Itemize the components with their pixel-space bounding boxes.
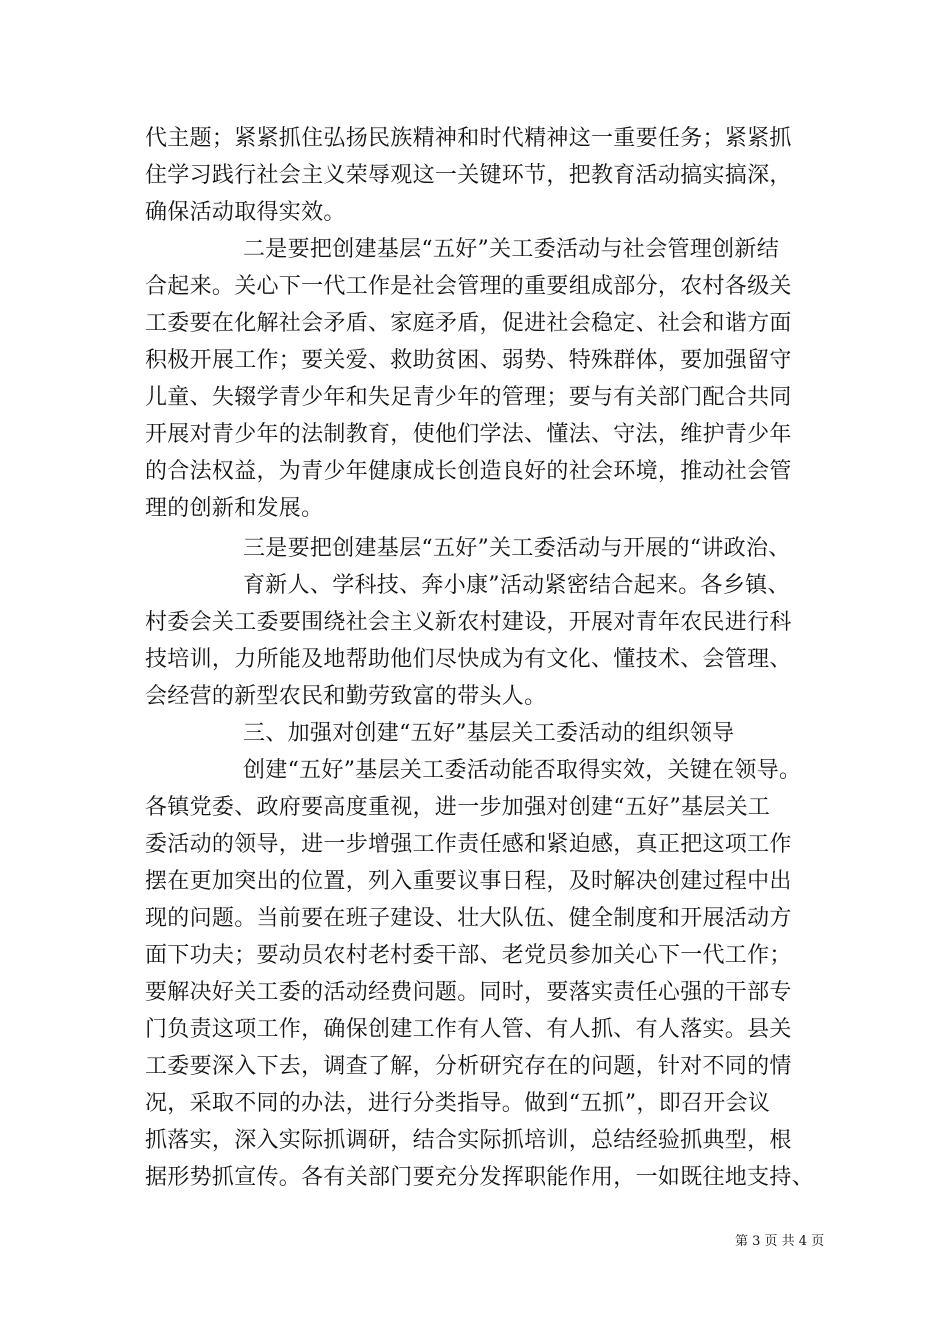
text-line: 据形势抓宣传。各有关部门要充分发挥职能作用，一如既往地支持、 [145, 1165, 815, 1190]
text-line: 儿童、失辍学青少年和失足青少年的管理；要与有关部门配合共同 [145, 385, 792, 410]
section-heading: 三、加强对创建“五好”基层关工委活动的组织领导 [243, 721, 735, 746]
text-line: 开展对青少年的法制教育，使他们学法、懂法、守法，维护青少年 [145, 422, 792, 447]
text-line: 理的创新和发展。 [145, 496, 324, 521]
text-line: 积极开展工作；要关爱、救助贫困、弱势、特殊群体，要加强留守 [145, 348, 792, 373]
text-line: 门负责这项工作，确保创建工作有人管、有人抓、有人落实。县关 [145, 1017, 792, 1042]
text-line: 工委要深入下去，调查了解，分析研究存在的问题，针对不同的情 [145, 1054, 792, 1079]
text-line: 技培训，力所能及地帮助他们尽快成为有文化、懂技术、会管理、 [145, 647, 792, 672]
text-line: 面下功夫；要动员农村老村委干部、老党员参加关心下一代工作； [145, 943, 792, 968]
text-line: 育新人、学科技、奔小康”活动紧密结合起来。各乡镇、 [243, 573, 790, 598]
text-line: 摆在更加突出的位置，列入重要议事日程，及时解决创建过程中出 [145, 869, 792, 894]
text-line: 代主题；紧紧抓住弘扬民族精神和时代精神这一重要任务；紧紧抓 [145, 126, 792, 151]
text-line: 抓落实，深入实际抓调研，结合实际抓培训，总结经验抓典型，根 [145, 1128, 792, 1153]
text-line: 二是要把创建基层“五好”关工委活动与社会管理创新结 [243, 237, 779, 262]
text-line: 确保活动取得实效。 [145, 200, 346, 225]
text-line: 工委要在化解社会矛盾、家庭矛盾，促进社会稳定、社会和谐方面 [145, 311, 792, 336]
text-line: 村委会关工委要围绕社会主义新农村建设，开展对青年农民进行科 [145, 610, 792, 635]
text-line: 会经营的新型农民和勤劳致富的带头人。 [145, 684, 547, 709]
text-line: 创建“五好”基层关工委活动能否取得实效，关键在领导。 [243, 758, 802, 783]
text-line: 住学习践行社会主义荣辱观这一关键环节，把教育活动搞实搞深， [145, 163, 792, 188]
page-number: 第 3 页 共 4 页 [735, 1234, 825, 1249]
text-line: 要解决好关工委的活动经费问题。同时，要落实责任心强的干部专 [145, 980, 792, 1005]
text-line: 合起来。关心下一代工作是社会管理的重要组成部分，农村各级关 [145, 274, 792, 299]
text-line: 各镇党委、政府要高度重视，进一步加强对创建“五好”基层关工 [145, 795, 771, 820]
text-line: 况，采取不同的办法，进行分类指导。做到“五抓”，即召开会议 [145, 1091, 771, 1116]
text-line: 现的问题。当前要在班子建设、壮大队伍、健全制度和开展活动方 [145, 906, 792, 931]
text-line: 委活动的领导，进一步增强工作责任感和紧迫感，真正把这项工作 [145, 832, 792, 857]
text-line: 三是要把创建基层“五好”关工委活动与开展的“讲政治、 [243, 536, 791, 561]
text-line: 的合法权益，为青少年健康成长创造良好的社会环境，推动社会管 [145, 459, 792, 484]
